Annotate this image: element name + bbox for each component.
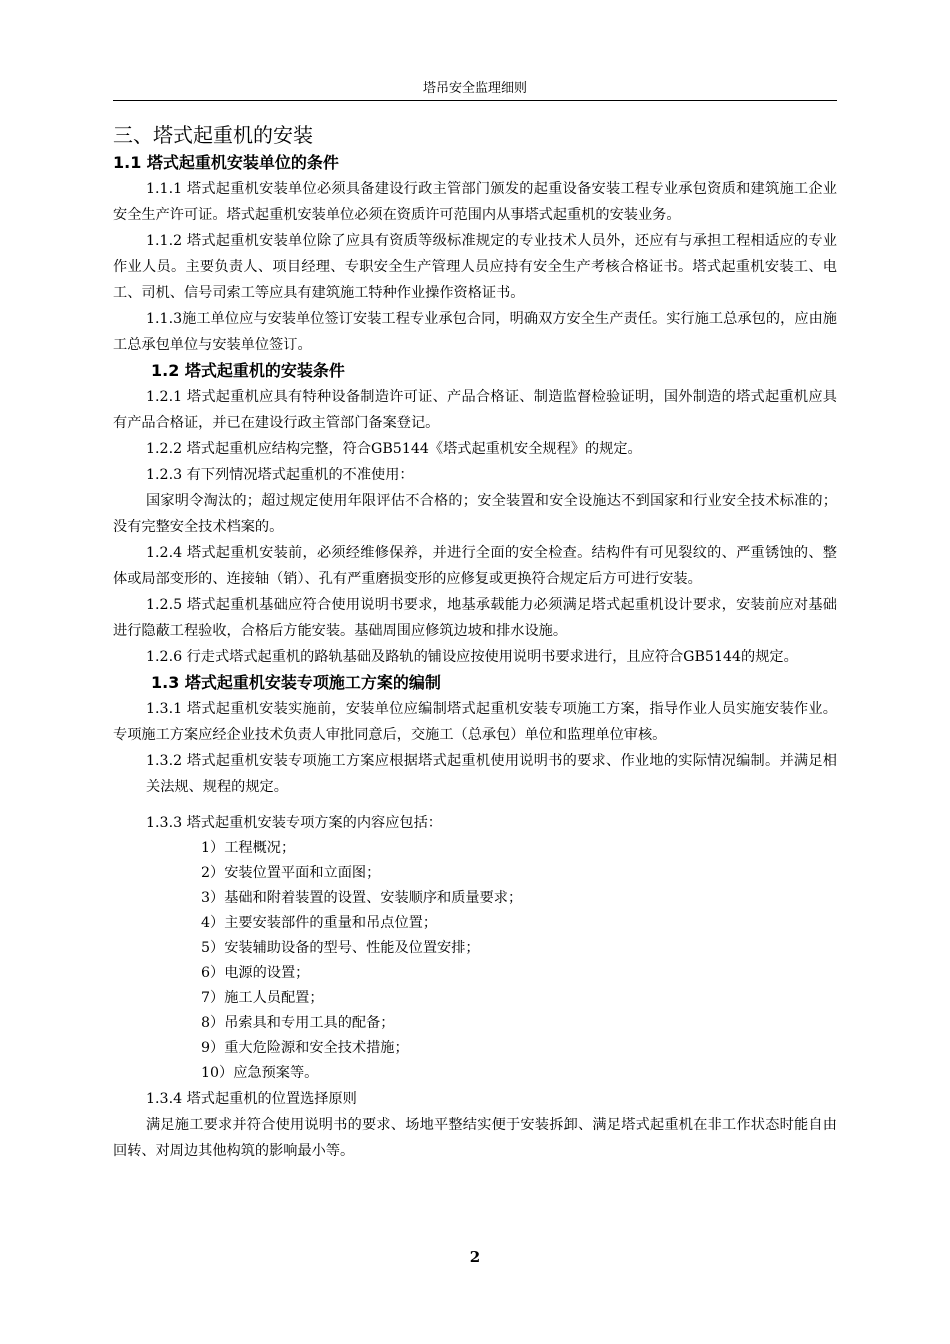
paragraph-1-2-6: 1.2.6 行走式塔式起重机的路轨基础及路轨的铺设应按使用说明书要求进行，且应符合GB5144的规定。 [146,649,798,665]
paragraph-1-3-3: 1.3.3 塔式起重机安装专项方案的内容应包括： [146,815,442,831]
paragraph-1-3-4: 1.3.4 塔式起重机的位置选择原则 [146,1091,357,1107]
subsection-title-1-3: 1.3 塔式起重机安装专项施工方案的编制 [151,673,441,692]
section-title: 三、塔式起重机的安装 [113,123,313,147]
page-header [113,80,837,101]
subsection-title-1-1: 1.1 塔式起重机安装单位的条件 [113,153,339,172]
list-item: 9）重大危险源和安全技术措施； [201,1040,409,1056]
paragraph-1-1-3: 1.1.3施工单位应与安装单位签订安装工程专业承包合同，明确双方安全生产责任。实行施工总承包的，应由施工总承包单位与安装单位签订。 [113,311,837,353]
list-item: 8）吊索具和专用工具的配备； [201,1015,395,1031]
paragraph-1-2-3: 1.2.3 有下列情况塔式起重机的不准使用： [146,467,414,483]
list-item: 7）施工人员配置； [201,990,324,1006]
list-item: 5）安装辅助设备的型号、性能及位置安排； [201,940,480,956]
paragraph-1-2-5: 1.2.5 塔式起重机基础应符合使用说明书要求，地基承载能力必须满足塔式起重机设计要求，安装前应对基础进行隐蔽工程验收，合格后方能安装。基础周围应修筑边坡和排水设施。 [113,597,837,639]
list-item: 10）应急预案等。 [201,1065,319,1081]
page-number: 2 [469,1248,481,1266]
header-title: 塔吊安全监理细则 [422,81,527,96]
paragraph-1-2-3-detail: 国家明令淘汰的；超过规定使用年限评估不合格的；安全装置和安全设施达不到国家和行业安全技术标准的；没有完整安全技术档案的。 [113,493,837,535]
paragraph-1-1-1: 1.1.1 塔式起重机安装单位必须具备建设行政主管部门颁发的起重设备安装工程专业承包资质和建筑施工企业安全生产许可证。塔式起重机安装单位必须在资质许可范围内从事塔式起重机的安装业务。 [113,181,837,223]
paragraph-1-2-2: 1.2.2 塔式起重机应结构完整，符合GB5144《塔式起重机安全规程》的规定。 [146,441,642,457]
list-item: 6）电源的设置； [201,965,310,981]
paragraph-1-3-2: 1.3.2 塔式起重机安装专项施工方案应根据塔式起重机使用说明书的要求、作业地的实际情况编制。并满足相关法规、规程的规定。 [146,753,837,795]
paragraph-1-3-4-detail: 满足施工要求并符合使用说明书的要求、场地平整结实便于安装拆卸、满足塔式起重机在非工作状态时能自由回转、对周边其他构筑的影响最小等。 [113,1117,837,1159]
list-item: 2）安装位置平面和立面图； [201,865,381,881]
plan-content-list [113,836,837,1086]
paragraph-1-3-1: 1.3.1 塔式起重机安装实施前，安装单位应编制塔式起重机安装专项施工方案，指导作业人员实施安装作业。专项施工方案应经企业技术负责人审批同意后，交施工（总承包）单位和监理单位审核。 [113,701,837,743]
paragraph-1-2-4: 1.2.4 塔式起重机安装前，必须经维修保养，并进行全面的安全检查。结构件有可见裂纹的、严重锈蚀的、整体或局部变形的、连接轴（销）、孔有严重磨损变形的应修复或更换符合规定后方可进行安装。 [113,545,837,587]
paragraph-1-1-2: 1.1.2 塔式起重机安装单位除了应具有资质等级标准规定的专业技术人员外，还应有与承担工程相适应的专业作业人员。主要负责人、项目经理、专职安全生产管理人员应持有安全生产考核合格证书。塔式起重机安装工、电工、司机、信号司索工等应具有建筑施工特种作业操作资格证书。 [113,233,837,301]
list-item: 1）工程概况； [201,840,296,856]
subsection-title-1-2: 1.2 塔式起重机的安装条件 [151,361,345,380]
list-item: 3）基础和附着装置的设置、安装顺序和质量要求； [201,890,523,906]
paragraph-1-2-1: 1.2.1 塔式起重机应具有特种设备制造许可证、产品合格证、制造监督检验证明，国外制造的塔式起重机应具有产品合格证，并已在建设行政主管部门备案登记。 [113,389,837,431]
list-item: 4）主要安装部件的重量和吊点位置； [201,915,438,931]
document-body [113,120,837,1164]
